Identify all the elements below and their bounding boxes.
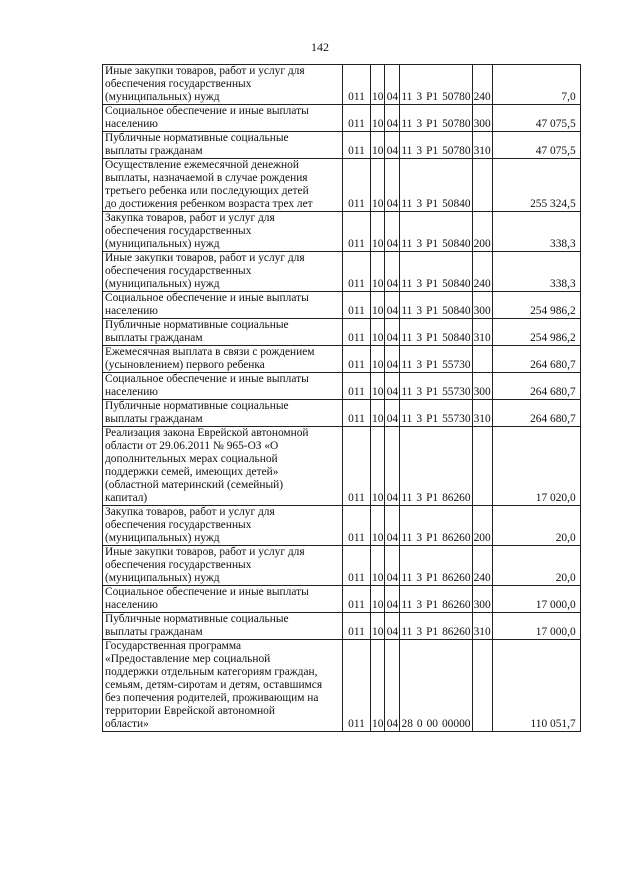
subsection-code: 04 bbox=[385, 252, 400, 292]
section-code: 10 bbox=[371, 65, 385, 105]
expense-code: 00000 bbox=[441, 718, 471, 730]
subsection-code: 04 bbox=[385, 546, 400, 586]
table-row bbox=[103, 373, 581, 400]
table-row bbox=[103, 159, 581, 212]
expense-code: 86260 bbox=[442, 572, 471, 584]
amount: 338,3 bbox=[492, 252, 580, 292]
ministry-code: 011 bbox=[343, 132, 371, 159]
table-row bbox=[103, 546, 581, 586]
expense-type: 240 bbox=[472, 546, 492, 586]
row-name: Закупка товаров, работ и услуг для обеспечения государственных (муниципальных) нужд bbox=[103, 212, 343, 252]
ministry-code: 011 bbox=[343, 427, 371, 506]
section-code: 10 bbox=[371, 212, 385, 252]
row-name: Публичные нормативные социальные выплаты гражданам bbox=[103, 400, 343, 427]
subprogram-code: 3 bbox=[416, 198, 423, 210]
expense-type: 240 bbox=[472, 252, 492, 292]
section-code: 10 bbox=[371, 132, 385, 159]
program-code: 11 bbox=[401, 492, 413, 504]
subprogram-code: 3 bbox=[416, 599, 423, 611]
direction-code: P1 bbox=[426, 532, 439, 544]
table-row bbox=[103, 427, 581, 506]
subsection-code: 04 bbox=[385, 373, 400, 400]
row-name: Социальное обеспечение и иные выплаты населению bbox=[103, 586, 343, 613]
program-code: 11 bbox=[401, 118, 413, 130]
ministry-code: 011 bbox=[343, 159, 371, 212]
program-code: 11 bbox=[401, 386, 413, 398]
subprogram-code: 3 bbox=[416, 492, 423, 504]
subprogram-code: 3 bbox=[416, 332, 423, 344]
table-row bbox=[103, 212, 581, 252]
expense-type bbox=[472, 427, 492, 506]
subsection-code: 04 bbox=[385, 65, 400, 105]
program-code: 11 bbox=[401, 413, 413, 425]
program-code: 11 bbox=[401, 145, 413, 157]
page-number: 142 bbox=[311, 40, 329, 54]
amount: 338,3 bbox=[492, 212, 580, 252]
subsection-code: 04 bbox=[385, 292, 400, 319]
section-code: 10 bbox=[371, 252, 385, 292]
expense-type: 310 bbox=[472, 400, 492, 427]
direction-code: P1 bbox=[426, 198, 439, 210]
expense-code: 86260 bbox=[442, 492, 471, 504]
table-row bbox=[103, 640, 581, 732]
program-code: 11 bbox=[401, 626, 413, 638]
table-row bbox=[103, 586, 581, 613]
target-article bbox=[400, 65, 472, 105]
amount: 20,0 bbox=[492, 506, 580, 546]
subsection-code: 04 bbox=[385, 640, 400, 732]
target-article bbox=[400, 132, 472, 159]
expense-type: 300 bbox=[472, 292, 492, 319]
row-name: Публичные нормативные социальные выплаты гражданам bbox=[103, 319, 343, 346]
expense-type: 310 bbox=[472, 613, 492, 640]
section-code: 10 bbox=[371, 613, 385, 640]
target-article bbox=[400, 586, 472, 613]
section-code: 10 bbox=[371, 105, 385, 132]
table-row bbox=[103, 252, 581, 292]
section-code: 10 bbox=[371, 373, 385, 400]
expense-code: 50840 bbox=[442, 198, 471, 210]
amount: 7,0 bbox=[492, 65, 580, 105]
subsection-code: 04 bbox=[385, 400, 400, 427]
expense-code: 55730 bbox=[442, 413, 471, 425]
subprogram-code: 3 bbox=[416, 359, 423, 371]
section-code: 10 bbox=[371, 640, 385, 732]
ministry-code: 011 bbox=[343, 373, 371, 400]
amount: 20,0 bbox=[492, 546, 580, 586]
section-code: 10 bbox=[371, 506, 385, 546]
expense-code: 50840 bbox=[442, 332, 471, 344]
direction-code: P1 bbox=[426, 626, 439, 638]
direction-code: P1 bbox=[426, 572, 439, 584]
expense-code: 50780 bbox=[442, 91, 471, 103]
subprogram-code: 3 bbox=[416, 626, 423, 638]
row-name: Государственная программа «Предоставление мер социальной поддержки отдельным категориям граждан, семьям, детям-сиротам и детям, оставшимся без попечения родителей, проживающим на территории Еврейской автономной области» bbox=[103, 640, 343, 732]
expense-type: 240 bbox=[472, 65, 492, 105]
subprogram-code: 0 bbox=[416, 718, 423, 730]
target-article bbox=[400, 252, 472, 292]
amount: 17 020,0 bbox=[492, 427, 580, 506]
ministry-code: 011 bbox=[343, 212, 371, 252]
row-name: Социальное обеспечение и иные выплаты населению bbox=[103, 292, 343, 319]
row-name: Публичные нормативные социальные выплаты гражданам bbox=[103, 613, 343, 640]
expense-code: 55730 bbox=[442, 386, 471, 398]
expense-code: 50780 bbox=[442, 145, 471, 157]
amount: 17 000,0 bbox=[492, 613, 580, 640]
expense-type bbox=[472, 346, 492, 373]
direction-code: P1 bbox=[426, 238, 439, 250]
ministry-code: 011 bbox=[343, 346, 371, 373]
direction-code: P1 bbox=[426, 359, 439, 371]
program-code: 11 bbox=[401, 572, 413, 584]
ministry-code: 011 bbox=[343, 506, 371, 546]
section-code: 10 bbox=[371, 586, 385, 613]
program-code: 11 bbox=[401, 278, 413, 290]
section-code: 10 bbox=[371, 346, 385, 373]
direction-code: P1 bbox=[426, 118, 439, 130]
subsection-code: 04 bbox=[385, 159, 400, 212]
program-code: 11 bbox=[401, 332, 413, 344]
amount: 47 075,5 bbox=[492, 105, 580, 132]
subprogram-code: 3 bbox=[416, 532, 423, 544]
program-code: 11 bbox=[401, 359, 413, 371]
subsection-code: 04 bbox=[385, 613, 400, 640]
program-code: 11 bbox=[401, 599, 413, 611]
direction-code: P1 bbox=[426, 492, 439, 504]
subprogram-code: 3 bbox=[416, 572, 423, 584]
direction-code: P1 bbox=[426, 413, 439, 425]
direction-code: 00 bbox=[426, 718, 438, 730]
ministry-code: 011 bbox=[343, 105, 371, 132]
target-article bbox=[400, 319, 472, 346]
target-article bbox=[400, 159, 472, 212]
expense-type: 310 bbox=[472, 132, 492, 159]
ministry-code: 011 bbox=[343, 319, 371, 346]
expense-type: 300 bbox=[472, 105, 492, 132]
amount: 254 986,2 bbox=[492, 319, 580, 346]
section-code: 10 bbox=[371, 292, 385, 319]
amount: 254 986,2 bbox=[492, 292, 580, 319]
program-code: 11 bbox=[401, 238, 413, 250]
row-name: Социальное обеспечение и иные выплаты населению bbox=[103, 373, 343, 400]
target-article bbox=[400, 427, 472, 506]
table-row bbox=[103, 319, 581, 346]
expense-code: 86260 bbox=[442, 599, 471, 611]
row-name: Ежемесячная выплата в связи с рождением (усыновлением) первого ребенка bbox=[103, 346, 343, 373]
table-row bbox=[103, 65, 581, 105]
target-article bbox=[400, 613, 472, 640]
expense-type: 300 bbox=[472, 373, 492, 400]
budget-table bbox=[102, 64, 581, 732]
amount: 255 324,5 bbox=[492, 159, 580, 212]
target-article bbox=[400, 373, 472, 400]
direction-code: P1 bbox=[426, 305, 439, 317]
expense-type: 300 bbox=[472, 586, 492, 613]
subsection-code: 04 bbox=[385, 586, 400, 613]
subprogram-code: 3 bbox=[416, 238, 423, 250]
program-code: 11 bbox=[401, 91, 413, 103]
section-code: 10 bbox=[371, 546, 385, 586]
subprogram-code: 3 bbox=[416, 305, 423, 317]
subsection-code: 04 bbox=[385, 427, 400, 506]
target-article bbox=[400, 292, 472, 319]
row-name: Осуществление ежемесячной денежной выплаты, назначаемой в случае рождения третьего ребенка или последующих детей до достижения ребенком возраста трех лет bbox=[103, 159, 343, 212]
section-code: 10 bbox=[371, 400, 385, 427]
program-code: 11 bbox=[401, 305, 413, 317]
expense-code: 86260 bbox=[442, 626, 471, 638]
direction-code: P1 bbox=[426, 145, 439, 157]
ministry-code: 011 bbox=[343, 586, 371, 613]
expense-code: 50840 bbox=[442, 278, 471, 290]
subprogram-code: 3 bbox=[416, 91, 423, 103]
row-name: Иные закупки товаров, работ и услуг для обеспечения государственных (муниципальных) нужд bbox=[103, 65, 343, 105]
table-row bbox=[103, 105, 581, 132]
subprogram-code: 3 bbox=[416, 386, 423, 398]
direction-code: P1 bbox=[426, 386, 439, 398]
subsection-code: 04 bbox=[385, 132, 400, 159]
row-name: Публичные нормативные социальные выплаты гражданам bbox=[103, 132, 343, 159]
direction-code: P1 bbox=[426, 91, 439, 103]
amount: 47 075,5 bbox=[492, 132, 580, 159]
ministry-code: 011 bbox=[343, 613, 371, 640]
expense-code: 50840 bbox=[442, 238, 471, 250]
ministry-code: 011 bbox=[343, 400, 371, 427]
table-row bbox=[103, 346, 581, 373]
ministry-code: 011 bbox=[343, 65, 371, 105]
expense-type: 200 bbox=[472, 212, 492, 252]
expense-code: 55730 bbox=[442, 359, 471, 371]
section-code: 10 bbox=[371, 319, 385, 346]
target-article bbox=[400, 506, 472, 546]
program-code: 28 bbox=[401, 718, 413, 730]
table-row bbox=[103, 613, 581, 640]
amount: 17 000,0 bbox=[492, 586, 580, 613]
row-name: Социальное обеспечение и иные выплаты населению bbox=[103, 105, 343, 132]
section-code: 10 bbox=[371, 159, 385, 212]
program-code: 11 bbox=[401, 198, 413, 210]
subsection-code: 04 bbox=[385, 319, 400, 346]
expense-type bbox=[472, 159, 492, 212]
row-name: Иные закупки товаров, работ и услуг для обеспечения государственных (муниципальных) нужд bbox=[103, 252, 343, 292]
table-row bbox=[103, 400, 581, 427]
direction-code: P1 bbox=[426, 599, 439, 611]
subsection-code: 04 bbox=[385, 212, 400, 252]
ministry-code: 011 bbox=[343, 546, 371, 586]
direction-code: P1 bbox=[426, 332, 439, 344]
expense-type: 200 bbox=[472, 506, 492, 546]
subsection-code: 04 bbox=[385, 346, 400, 373]
expense-code: 50780 bbox=[442, 118, 471, 130]
amount: 264 680,7 bbox=[492, 373, 580, 400]
target-article bbox=[400, 640, 472, 732]
table-row bbox=[103, 132, 581, 159]
subsection-code: 04 bbox=[385, 506, 400, 546]
subsection-code: 04 bbox=[385, 105, 400, 132]
program-code: 11 bbox=[401, 532, 413, 544]
row-name: Иные закупки товаров, работ и услуг для обеспечения государственных (муниципальных) нужд bbox=[103, 546, 343, 586]
amount: 264 680,7 bbox=[492, 400, 580, 427]
expense-type bbox=[472, 640, 492, 732]
ministry-code: 011 bbox=[343, 292, 371, 319]
table-row bbox=[103, 506, 581, 546]
row-name: Реализация закона Еврейской автономной области от 29.06.2011 № 965-ОЗ «О дополнительных мерах социальной поддержки семей, имеющих детей» (областной материнский (семейный) капитал) bbox=[103, 427, 343, 506]
section-code: 10 bbox=[371, 427, 385, 506]
ministry-code: 011 bbox=[343, 252, 371, 292]
subprogram-code: 3 bbox=[416, 118, 423, 130]
ministry-code: 011 bbox=[343, 640, 371, 732]
subprogram-code: 3 bbox=[416, 145, 423, 157]
target-article bbox=[400, 212, 472, 252]
target-article bbox=[400, 105, 472, 132]
row-name: Закупка товаров, работ и услуг для обеспечения государственных (муниципальных) нужд bbox=[103, 506, 343, 546]
expense-type: 310 bbox=[472, 319, 492, 346]
amount: 264 680,7 bbox=[492, 346, 580, 373]
expense-code: 50840 bbox=[442, 305, 471, 317]
target-article bbox=[400, 400, 472, 427]
expense-code: 86260 bbox=[442, 532, 471, 544]
amount: 110 051,7 bbox=[492, 640, 580, 732]
target-article bbox=[400, 346, 472, 373]
table-row bbox=[103, 292, 581, 319]
direction-code: P1 bbox=[426, 278, 439, 290]
subprogram-code: 3 bbox=[416, 278, 423, 290]
target-article bbox=[400, 546, 472, 586]
subprogram-code: 3 bbox=[416, 413, 423, 425]
